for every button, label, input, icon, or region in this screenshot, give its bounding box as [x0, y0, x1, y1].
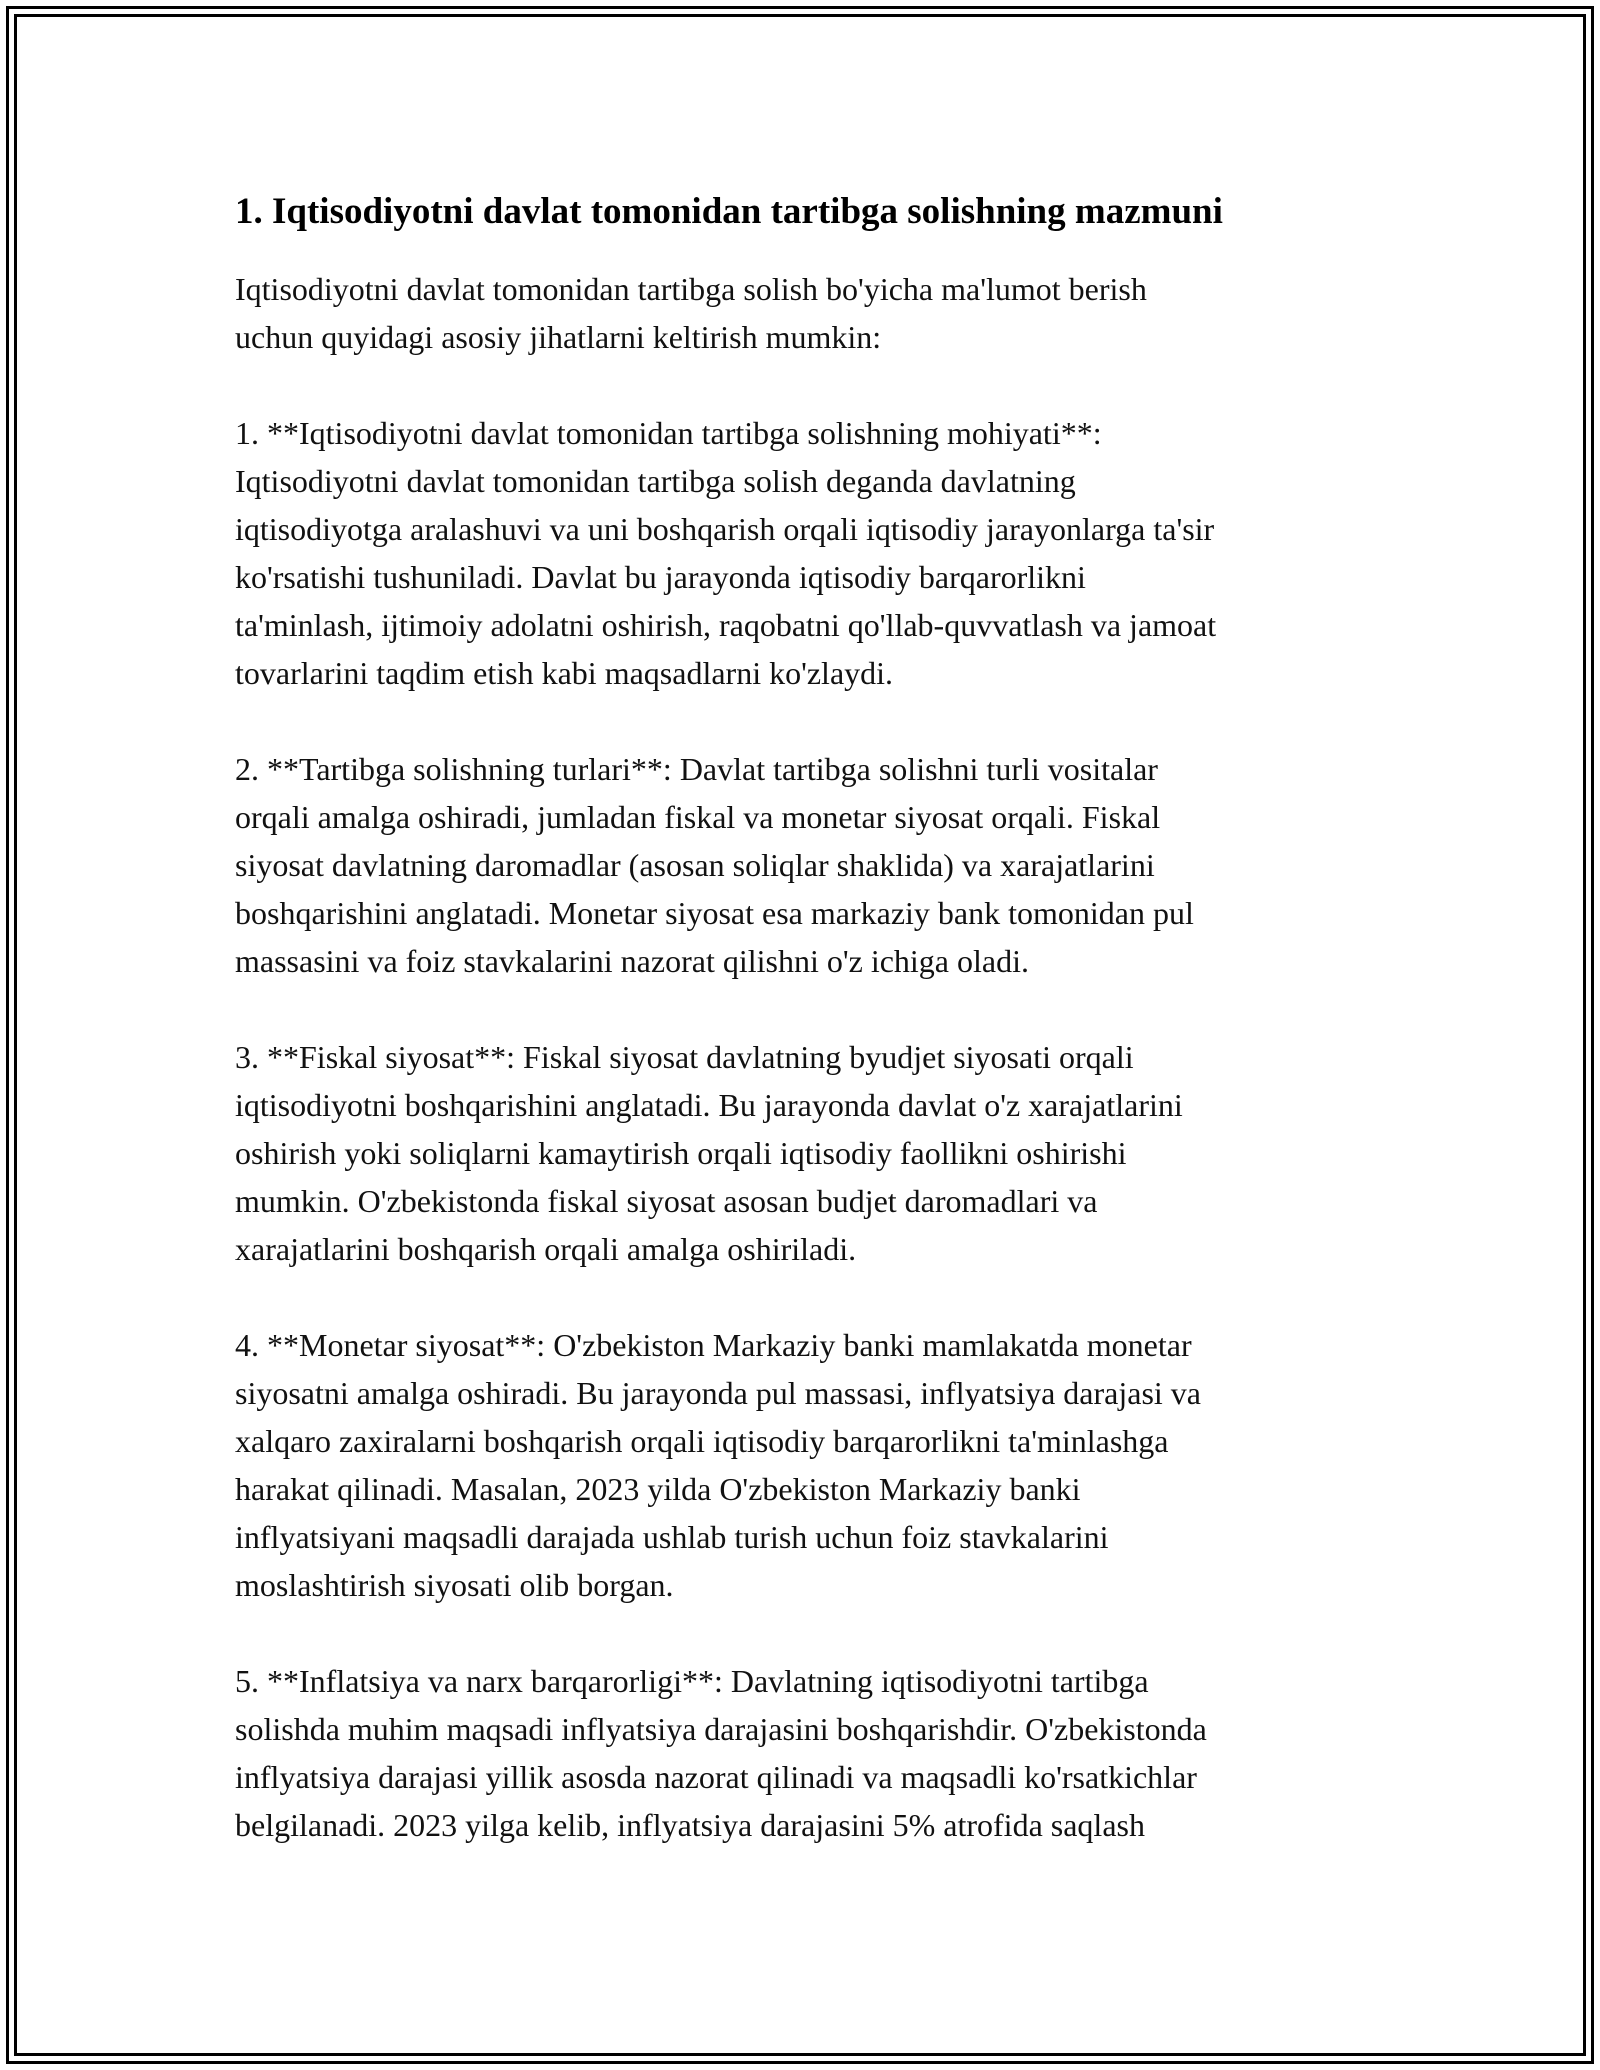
paragraph-monetary-policy: 4. **Monetar siyosat**: O'zbekiston Markaziy banki mamlakatda monetar siyosatni amalga oshiradi. Bu jarayonda pul massasi, inflyatsiya darajasi va xalqaro zaxiralarni boshqarish orqali iqtisodiy barqarorlikni ta'minlashga harakat qilinadi. Masalan, 2023 yilda O'zbekiston Markaziy banki inflyatsiyani maqsadli darajada ushlab turish uchun foiz stavkalarini moslashtirish siyosati olib borgan.: [235, 1327, 1201, 1603]
paragraph-essence: 1. **Iqtisodiyotni davlat tomonidan tartibga solishning mohiyati**: Iqtisodiyotni davlat tomonidan tartibga solish deganda davlatning iqtisodiyotga aralashuvi va uni boshqarish orqali iqtisodiy jarayonlarga ta'sir ko'rsatishi tushuniladi. Davlat bu jarayonda iqtisodiy barqarorlikni ta'minlash, ijtimoiy adolatni oshirish, raqobatni qo'llab-quvvatlash va jamoat tovarlarini taqdim etish kabi maqsadlarni ko'zlaydi.: [235, 415, 1217, 691]
paragraph-regulation-types: 2. **Tartibga solishning turlari**: Davlat tartibga solishni turli vositalar orqali amalga oshiradi, jumladan fiskal va monetar siyosat orqali. Fiskal siyosat davlatning daromadlar (asosan soliqlar shaklida) va xarajatlarini boshqarishini anglatadi. Monetar siyosat esa markaziy bank tomonidan pul massasini va foiz stavkalarini nazorat qilishni o'z ichiga oladi.: [235, 751, 1194, 979]
paragraph-inflation: 5. **Inflatsiya va narx barqarorligi**: Davlatning iqtisodiyotni tartibga solishda muhim maqsadi inflyatsiya darajasini boshqarishdir. O'zbekistonda inflyatsiya darajasi yillik asosda nazorat qilinadi va maqsadli ko'rsatkichlar belgilanadi. 2023 yilga kelib, inflyatsiya darajasini 5% atrofida saqlash: [235, 1663, 1207, 1843]
document-body: [235, 186, 1370, 1897]
document-title: 1. Iqtisodiyotni davlat tomonidan tartibga solishning mazmuni: [235, 191, 1223, 232]
paragraph-fiscal-policy: 3. **Fiskal siyosat**: Fiskal siyosat davlatning byudjet siyosati orqali iqtisodiyotni boshqarishini anglatadi. Bu jarayonda davlat o'z xarajatlarini oshirish yoki soliqlarni kamaytirish orqali iqtisodiy faollikni oshirishi mumkin. O'zbekistonda fiskal siyosat asosan budjet daromadlari va xarajatlarini boshqarish orqali amalga oshiriladi.: [235, 1039, 1183, 1267]
intro-paragraph: Iqtisodiyotni davlat tomonidan tartibga solish bo'yicha ma'lumot berish uchun quyidagi asosiy jihatlarni keltirish mumkin:: [235, 271, 1147, 355]
